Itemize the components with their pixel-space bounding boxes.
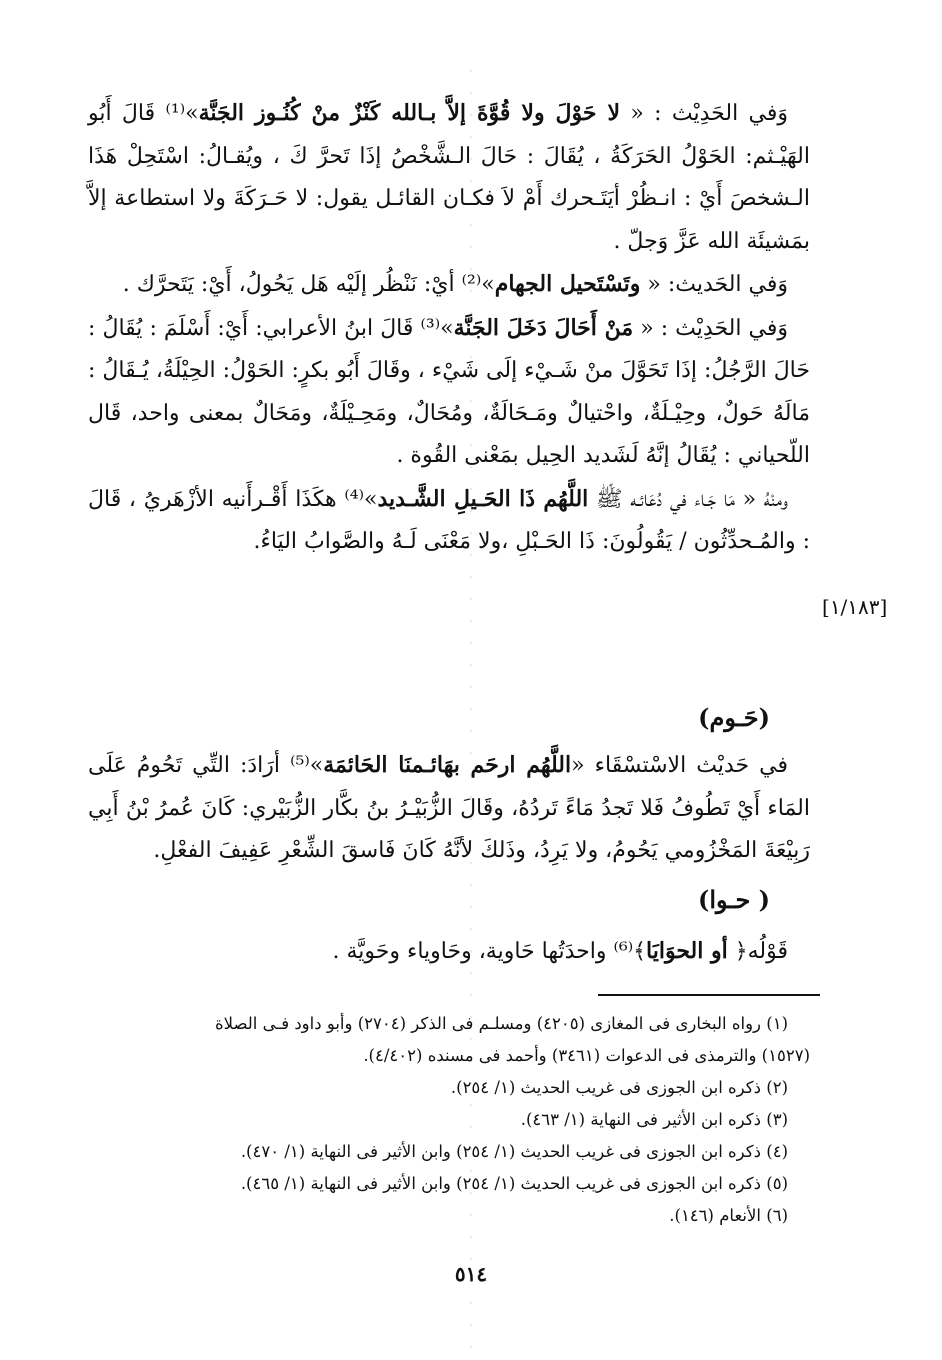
footnote-line: (٥) ذكره ابن الجوزى فى غريب الحديث (١/ ٢٥٤) وابن الأثير فى النهاية (١/ ٤٦٥). (240, 1174, 788, 1193)
text-run: »⁽²⁾ أيْ: نَنْظُر إلَيْه هَل يَحُولُ، أَيْ: يَتَحرَّك . (122, 272, 495, 297)
margin-page-reference: [١/١٨٣] (822, 595, 888, 619)
footnote-line: (٦) الأنعام (١٤٦). (669, 1206, 788, 1225)
entry-heading-hwa: ( حـوا) (698, 885, 770, 914)
section-hwm (88, 744, 810, 873)
text-run: »⁽⁴⁾ هكَذَا أَقْـرأَنيه الأزْهَريُ ، قَالَ : والمُـحدِّثُون / يَقُولُونَ: ذَا الحَـبْلِ ،ولا مَعْنَى لَـهُ والصَّوابُ اليَاءُ. (88, 486, 810, 554)
text-run: ﴾⁽⁶⁾ واحدَتُها حَاوية، وحَاوياء وحَويَّة . (332, 939, 647, 964)
paragraph (88, 930, 810, 974)
paragraph (88, 307, 810, 478)
footnote-line: (٢) ذكره ابن الجوزى فى غريب الحديث (١/ ٢٥٤). (450, 1078, 788, 1097)
footnote-line: (٣) ذكره ابن الأثير فى النهاية (١/ ٤٦٣). (520, 1110, 788, 1129)
main-text-block-3 (88, 930, 810, 974)
text-run: في حَديْث الاسْتسْقَاء « (571, 753, 788, 778)
section-hwl (88, 92, 810, 564)
text-run: وَفي الحَديث: « (640, 272, 788, 297)
section-hwa (88, 930, 810, 974)
hadith-quote: لا حَوْلَ ولا قُوَّةَ إلاَّ بـالله كَنْزٌ منْ كُنُـوز الجَنَّة (198, 100, 621, 126)
footnote-line: (١) رواه البخارى فى المغازى (٤٢٠٥) ومسلـم فى الذكر (٢٧٠٤) وأبو داود فـى الصلاة (214, 1014, 788, 1033)
hadith-quote: أو الحوَايَا (646, 938, 728, 964)
paragraph (88, 744, 810, 873)
text-run: »⁽⁵⁾ أرَادَ: التِّي تَحُومُ عَلَى المَاء أَيْ تَطُوفُ فَلا تَجدُ مَاءً تَردُهُ، وقَالَ الزُّبَيْـرُ بنُ بكَّار الزُّبَيْري: كَانَ عُمرُ بْنُ أَبِي رَبِيْعَةَ المَخْزُومي يَحُومُ، ولا يَرِدُ، وذَلكَ لأنَّهُ كَانَ فَاسقَ الشِّعْرِ عَفِيفَ الفعْلِ. (88, 753, 810, 863)
main-text-block-2 (88, 744, 810, 873)
text-run: وَفي الحَدِيْث : « (620, 101, 788, 126)
footnote-line: (١٥٢٧) والترمذى فى الدعوات (٣٤٦١) وأحمد فى مسنده (٤/٤٠٢). (363, 1046, 810, 1065)
paragraph (88, 478, 810, 564)
footnote-separator (598, 994, 820, 996)
text-run: »⁽³⁾ قَالَ ابنُ الأعرابي: أَيْ: أَسْلَمَ : يُقَالُ : حَالَ الرَّجُلُ: إذَا تَحَوَّلَ منْ شَـيْء إلَى شَيْء ، وقَالَ أَبُو بكرٍ: الحَوْلُ: الحِيْلَةُ، يُـقَالُ : مَالَهُ حَولٌ، وحِيْـلَةٌ، واحْتيالٌ ومَـحَالَةٌ، ومُحَالٌ، ومَحِـيْلَةٌ، ومَحَالٌ بمعنى واحد، قَال اللّحياني : يُقَالُ إنَّهُ لَشَديد الحِيل بمَعْنى القُوة . (88, 315, 810, 468)
hadith-quote: اللَّهُم ارحَم بهَائـمنَا الحَائمَة (323, 752, 572, 778)
paragraph (88, 92, 810, 263)
hadith-quote: وتَسْتَحيل الجهام (494, 271, 641, 297)
page-number: ٥١٤ (454, 1262, 488, 1286)
text-run: وَفي الحَدِيْث : « (633, 315, 788, 341)
footnotes (88, 1008, 810, 1232)
hadith-quote: اللَّهُم ذَا الحَـيلِ الشَّـديد (377, 485, 589, 512)
footnote-line: (٤) ذكره ابن الجوزى فى غريب الحديث (١/ ٢٥٤) وابن الأثير فى النهاية (١/ ٤٧٠). (240, 1142, 788, 1161)
text-run: »⁽¹⁾ قَالَ أَبُو الهَيْـثم: الحَوْلُ الحَرَكَةُ ، يُقَالَ : حَالَ الـشَّخْصُ إذَا تَحرَّ كَ ، ويُقـالُ: اسْتَحِلْ هَذَا الـشخصَ أَيْ : انـظُرْ أيَتَـحرك أَمْ لاَ فكـان القائـل يقول: لا حَـرَكَةَ ولا استطاعة إلاَّ بمَشيئَة الله عَزَّ وَجلّ . (88, 101, 810, 254)
text-run: ومنْهُ « مَا جَـاء في دُعَائـه ﷺ (588, 486, 788, 512)
main-text-block (88, 92, 810, 564)
entry-heading-hwm: (حَـوم) (698, 703, 770, 732)
text-run: قَوْلُه﴿ (727, 939, 788, 964)
hadith-quote: مَنْ أَحَالَ دَخَلَ الجَنَّة (453, 314, 634, 341)
paragraph (88, 263, 810, 307)
